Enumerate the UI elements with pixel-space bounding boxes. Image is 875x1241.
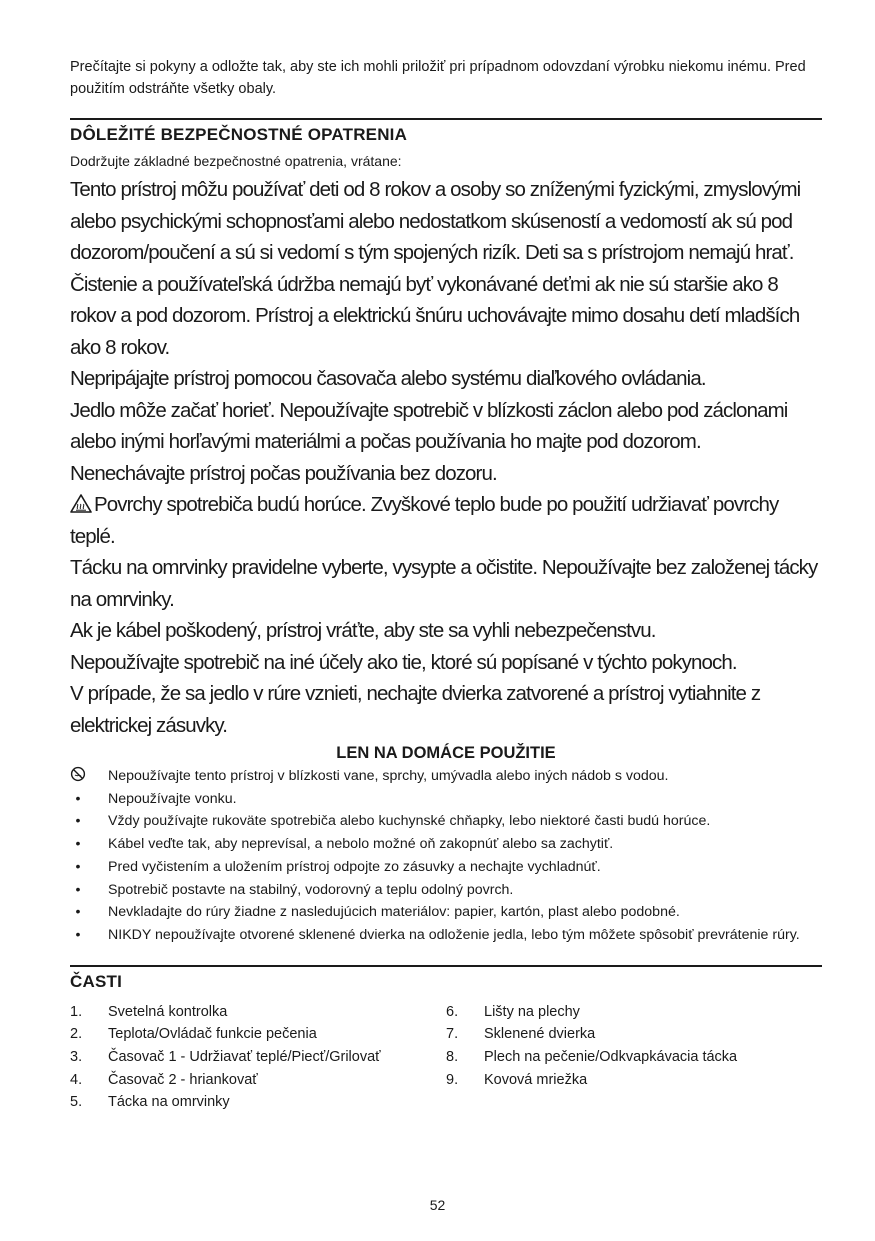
part-label: Svetelná kontrolka (108, 1003, 228, 1020)
part-item (70, 1069, 446, 1092)
warning-fire: Jedlo môže začať horieť. Nepoužívajte spotrebič v blízkosti záclon alebo pod záclonami alebo inými horľavými materiálmi a počas používania ho majte pod dozorom. (70, 398, 788, 453)
part-label: Teplota/Ovládač funkcie pečenia (108, 1026, 317, 1043)
safety-lead: Dodržujte základné bezpečnostné opatrenia, vrátane: (70, 153, 402, 169)
list-item (70, 765, 822, 788)
part-label: Časovač 1 - Udržiavať teplé/Piecť/Grilovať (108, 1049, 381, 1066)
warning-oven-fire: V prípade, že sa jedlo v rúre vznieti, nechajte dvierka zatvorené a prístroj vytiahnite z elektrickej zásuvky. (70, 682, 761, 737)
safety-warnings (70, 174, 822, 741)
list-item-text: Kábel veďte tak, aby neprevísal, a nebolo možné oň zakopnúť alebo sa zachytiť. (108, 836, 614, 853)
part-item (446, 1046, 822, 1069)
parts-column-right (446, 1001, 822, 1115)
list-item-text: Nepoužívajte tento prístroj v blízkosti vane, sprchy, umývadla alebo iných nádob s vodou. (108, 768, 669, 784)
list-item-text: Nepoužívajte vonku. (108, 790, 237, 807)
intro-paragraph: Prečítajte si pokyny a odložte tak, aby ste ich mohli priložiť pri prípadnom odovzdaní výrobku niekomu inému. Pred použitím odstráňte všetky obaly. (70, 59, 806, 97)
list-item-text: Spotrebič postavte na stabilný, vodorovný a teplu odolný povrch. (108, 881, 514, 898)
parts-list (70, 1001, 822, 1115)
bullet-marker: • (75, 813, 81, 830)
list-item (70, 924, 822, 947)
part-item (70, 1001, 446, 1024)
part-item (446, 1001, 822, 1024)
page-number: 52 (429, 1197, 446, 1213)
warning-crumb-tray: Tácku na omrvinky pravidelne vyberte, vysypte a očistite. Nepoužívajte bez založenej tácky na omrvinky. (70, 556, 818, 611)
part-item (70, 1091, 446, 1114)
part-item (70, 1023, 446, 1046)
no-water-icon (68, 765, 88, 788)
parts-heading: ČASTI (70, 965, 822, 993)
safety-heading: DÔLEŽITÉ BEZPEČNOSTNÉ OPATRENIA (70, 118, 822, 146)
list-item (70, 879, 822, 902)
list-item-text: Nevkladajte do rúry žiadne z nasledujúcich materiálov: papier, kartón, plast alebo podobné. (108, 904, 680, 921)
hot-surface-warning-icon (70, 494, 92, 513)
bullet-marker: • (75, 904, 81, 921)
part-label: Plech na pečenie/Odkvapkávacia tácka (484, 1049, 738, 1066)
part-label: Sklenené dvierka (484, 1026, 596, 1043)
part-number: 6. (446, 1003, 459, 1020)
warning-damaged-cable: Ak je kábel poškodený, prístroj vráťte, aby ste sa vyhli nebezpečenstvu. (70, 619, 656, 642)
warning-hot-surface (70, 489, 822, 552)
part-number: 5. (70, 1094, 83, 1111)
part-label: Kovová mriežka (484, 1071, 588, 1088)
part-number: 3. (70, 1049, 83, 1066)
bullet-marker: • (75, 858, 81, 875)
document-page (70, 56, 822, 1114)
part-label: Časovač 2 - hriankovať (108, 1071, 258, 1088)
warning-intended-use: Nepoužívajte spotrebič na iné účely ako tie, ktoré sú popísané v týchto pokynoch. (70, 650, 737, 674)
bullet-marker: • (75, 926, 81, 943)
part-number: 2. (70, 1026, 83, 1043)
warning-unattended: Nenechávajte prístroj počas používania bez dozoru. (70, 461, 497, 485)
list-item (70, 856, 822, 879)
part-number: 8. (446, 1049, 459, 1066)
part-item (446, 1023, 822, 1046)
warning-timer: Nepripájajte prístroj pomocou časovača alebo systému diaľkového ovládania. (70, 367, 706, 390)
part-item (446, 1069, 822, 1092)
part-label: Tácka na omrvinky (108, 1094, 230, 1111)
part-number: 1. (70, 1003, 83, 1020)
part-label: Lišty na plechy (484, 1003, 580, 1020)
part-number: 7. (446, 1026, 459, 1043)
warning-hot-surface-text: Povrchy spotrebiča budú horúce. Zvyškové teplo bude po použití udržiavať povrchy teplé. (70, 493, 779, 548)
list-item (70, 788, 822, 811)
list-item-text: Pred vyčistením a uložením prístroj odpojte zo zásuvky a nechajte vychladnúť. (108, 858, 601, 875)
bullet-marker: • (75, 881, 81, 898)
parts-column-left (70, 1001, 446, 1115)
list-item-text: Vždy používajte rukoväte spotrebiča alebo kuchynské chňapky, lebo niektoré časti budú horúce. (108, 813, 711, 830)
bullet-marker: • (75, 836, 81, 853)
list-item (70, 810, 822, 833)
list-item (70, 833, 822, 856)
household-list (70, 765, 822, 947)
part-number: 9. (446, 1071, 459, 1088)
list-item-text: NIKDY nepoužívajte otvorené sklenené dvierka na odloženie jedla, lebo tým môžete spôsobiť prevrátenie rúry. (108, 926, 800, 943)
warning-children: Tento prístroj môžu používať deti od 8 rokov a osoby so zníženými fyzickými, zmyslovými alebo psychickými schopnosťami alebo nedostatkom skúseností a vedomostí ak sú pod dozorom/poučení a sú si vedomí s tým spojených rizík. Deti sa s prístrojom nemajú hrať. Čistenie a používateľská údržba nemajú byť vykonávané deťmi ak nie sú staršie ako 8 rokov a pod dozorom. Prístroj a elektrickú šnúru uchovávajte mimo dosahu detí mladších ako 8 rokov. (70, 178, 801, 359)
list-item (70, 901, 822, 924)
household-heading: LEN NA DOMÁCE POUŽITIE (336, 744, 556, 762)
part-item (70, 1046, 446, 1069)
part-number: 4. (70, 1071, 83, 1088)
bullet-marker: • (75, 790, 81, 807)
